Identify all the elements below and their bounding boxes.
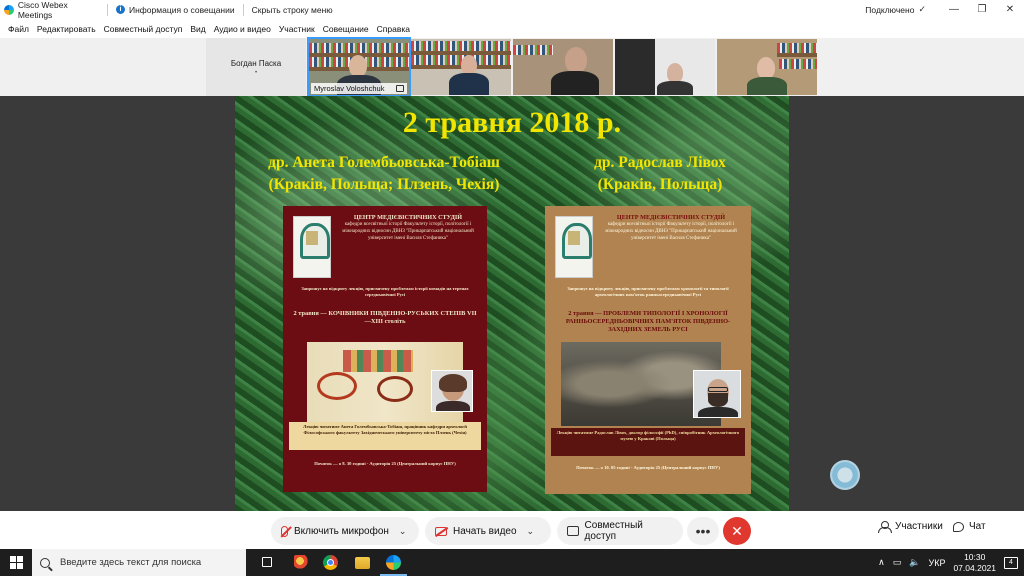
info-icon: i xyxy=(116,5,125,14)
poster-topic: 2 травня — ПРОБЛЕМИ ТИПОЛОГІЇ І ХРОНОЛОГІЇ РАННЬОСЕРЕДНЬОВІЧНИХ ПАМ'ЯТОК ПІВДЕННО-ЗАХІДНИХ ЗЕМЕЛЬ РУСІ xyxy=(565,310,731,333)
app-title xyxy=(0,0,103,20)
menu-share[interactable]: Совместный доступ xyxy=(103,24,183,34)
hide-menu-button[interactable] xyxy=(248,5,337,15)
separator xyxy=(243,4,244,16)
lecturer-2-name: др. Радослав Лівох xyxy=(594,154,726,171)
menu-meeting[interactable]: Совещание xyxy=(322,24,369,34)
lecturer-2-place: (Краків, Польща) xyxy=(597,176,723,193)
lecturer-photo xyxy=(431,370,473,412)
floating-indicator-icon[interactable] xyxy=(830,460,860,490)
title-bar xyxy=(0,0,1024,19)
webex-taskbar-icon[interactable] xyxy=(386,555,401,570)
participant-video-active[interactable] xyxy=(309,39,409,95)
video-off-icon xyxy=(435,527,447,536)
webex-logo-icon xyxy=(4,5,14,15)
participant-video[interactable] xyxy=(717,39,817,95)
video-name-label: Myroslav Voloshchuk xyxy=(311,83,407,94)
restore-button[interactable]: ❐ xyxy=(977,4,987,15)
poster-topic: 2 травня — КОЧІВНИКИ ПІВДЕННО-РУСЬКИХ СТЕПІВ VII—XIII століть xyxy=(293,310,477,325)
poster-invite: Запрошує на відкриту лекцію, присвячену проблемам історії номадів на теренах середньовічної Русі xyxy=(301,286,469,297)
lecturer-photo xyxy=(693,370,741,418)
more-options-button[interactable]: ••• xyxy=(687,517,719,545)
menu-audio-video[interactable]: Аудио и видео xyxy=(213,24,271,34)
notifications-icon[interactable]: 4 xyxy=(1004,557,1018,569)
emblem-icon xyxy=(555,216,593,278)
lecturer-1-name: др. Анета Голембьовська-Тобіаш xyxy=(268,154,500,171)
poster-header: ЦЕНТР МЕДІЄВІСТИЧНИХ СТУДІЙ кафедри всесвітньої історії Факультету історії, політології і міжнародних відносин ДВНЗ "Прикарпатський національний університет імені Василя Стефаника" xyxy=(342,214,474,241)
participant-dots: • xyxy=(254,69,258,76)
poster-1 xyxy=(283,206,487,492)
poster-invite: Запрошує на відкриту лекцію, присвячену проблемам хронології та типології археологічних пам'яток ранньосередньовічної Русі xyxy=(567,286,729,297)
poster-lecturer-info: Лекцію читатиме Радослав Лівох, доктор філософії (PhD), співробітник Археологічного музею у Кракові (Польща) xyxy=(551,428,745,456)
status-label: Подключено xyxy=(865,4,915,15)
language-indicator[interactable]: УКР xyxy=(928,557,946,568)
pin-icon[interactable] xyxy=(396,85,404,92)
clock[interactable] xyxy=(953,552,996,574)
chevron-down-icon[interactable]: ⌄ xyxy=(526,525,535,536)
presentation-slide xyxy=(235,96,789,511)
clock-time: 10:30 xyxy=(964,551,986,562)
connection-icon: ✓ xyxy=(918,4,926,14)
participant-video[interactable] xyxy=(615,39,715,95)
lecturer-1 xyxy=(253,152,515,196)
menu-help[interactable]: Справка xyxy=(376,24,410,34)
lecturer-1-place: (Краків, Польща; Плзень, Чехія) xyxy=(268,176,500,193)
file-explorer-icon[interactable] xyxy=(355,557,370,569)
menu-file[interactable]: Файл xyxy=(8,24,29,34)
share-button[interactable]: Совместный доступ xyxy=(557,517,683,545)
mic-muted-icon xyxy=(281,526,288,537)
clock-date: 07.04.2021 xyxy=(953,562,996,573)
poster-2 xyxy=(545,206,751,494)
tray-overflow-icon[interactable]: ∧ xyxy=(878,557,885,567)
menu-edit[interactable]: Редактировать xyxy=(36,24,96,34)
menu-bar xyxy=(0,20,1024,38)
windows-taskbar xyxy=(0,549,1024,576)
lecturer-2 xyxy=(545,152,775,196)
taskbar-app-icon[interactable] xyxy=(294,555,309,570)
share-icon xyxy=(567,526,579,536)
slide-date: 2 травня 2018 р. xyxy=(402,106,622,139)
mute-button[interactable]: Включить микрофон ⌄ xyxy=(271,517,419,545)
separator xyxy=(107,4,108,16)
minimize-button[interactable]: — xyxy=(949,4,959,15)
menu-participant[interactable]: Участник xyxy=(278,24,315,34)
participants-icon xyxy=(878,521,890,532)
participant-video[interactable] xyxy=(513,39,613,95)
participant-name: Богдан Паска xyxy=(230,58,282,68)
windows-start-icon[interactable] xyxy=(10,556,23,569)
chevron-down-icon[interactable]: ⌄ xyxy=(398,525,407,536)
chrome-icon[interactable] xyxy=(323,555,338,570)
start-video-button[interactable]: Начать видео ⌄ xyxy=(425,517,551,545)
close-button[interactable]: ✕ xyxy=(1005,4,1015,15)
hide-menu-label: Скрыть строку меню xyxy=(251,4,333,15)
participant-strip xyxy=(0,38,1024,96)
meeting-controls xyxy=(0,511,1024,549)
volume-icon[interactable]: 🔈 xyxy=(909,557,921,567)
network-icon[interactable]: ▭ xyxy=(892,557,902,567)
taskbar-search[interactable]: Введите здесь текст для поиска xyxy=(32,549,246,576)
meeting-info-label: Информация о совещании xyxy=(129,4,235,15)
poster-header: ЦЕНТР МЕДІЄВІСТИЧНИХ СТУДІЙ кафедри всесвітньої історії Факультету історії, політології і міжнародних відносин ДВНЗ "Прикарпатський національний університет імені Василя Стефаника" xyxy=(605,214,737,241)
chat-button[interactable]: Чат xyxy=(953,521,986,532)
leave-meeting-button[interactable]: ✕ xyxy=(723,517,751,545)
app-title-label: Cisco Webex Meetings xyxy=(17,0,68,20)
participant-tile-name-only[interactable] xyxy=(206,38,306,96)
system-tray xyxy=(878,549,1024,576)
menu-view[interactable]: Вид xyxy=(190,24,206,34)
poster-footer: Початок — о 8. 30 годині - Аудиторія 25 (Центральний корпус ПНУ) xyxy=(314,461,456,466)
participant-video[interactable] xyxy=(411,39,511,95)
poster-lecturer-info: Лекцію читатиме Анета Голембьовська-Тобіаш, працівник кафедри археології Філософського факультету Західночеського університету міста Плзень (Чехія) xyxy=(289,422,481,450)
connection-status xyxy=(865,4,940,15)
meeting-info-button[interactable] xyxy=(112,5,239,15)
emblem-icon xyxy=(293,216,331,278)
shared-content-area xyxy=(0,96,1024,511)
task-view-icon[interactable] xyxy=(262,557,272,567)
poster-footer: Початок — о 10. 05 годині - Аудиторія 25 (Центральний корпус ПНУ) xyxy=(576,465,720,470)
chat-icon xyxy=(953,522,964,532)
search-icon xyxy=(40,558,50,568)
participants-button[interactable]: Участники xyxy=(878,521,943,532)
